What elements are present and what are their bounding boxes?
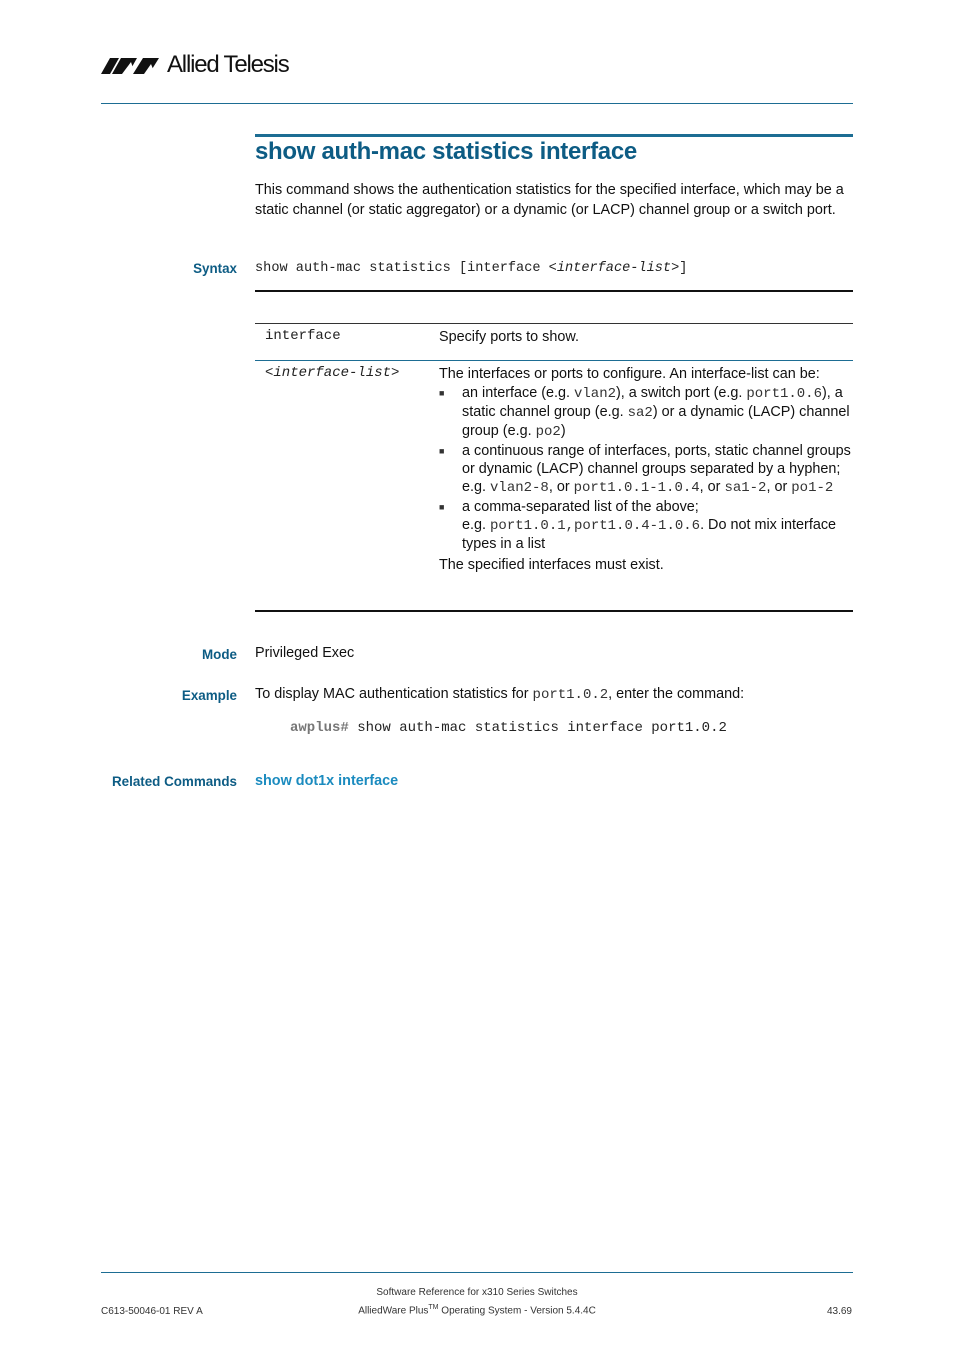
param-tail: The specified interfaces must exist. [439, 557, 664, 573]
param-name: interface [265, 328, 341, 344]
footer-divider [101, 1272, 853, 1273]
header-divider [101, 103, 853, 104]
table-top-rule [255, 290, 853, 292]
title-rule [255, 134, 853, 137]
logo-mark-icon [101, 54, 163, 76]
related-label: Related Commands [111, 774, 237, 789]
table-row [255, 360, 853, 574]
param-description [429, 361, 853, 574]
page-title: show auth-mac statistics interface [255, 138, 637, 165]
list-item: ■ an interface (e.g. vlan2), a switch port (e.g. port1.0.6), a static channel group (e.g. sa2) or a dynamic (LACP) channel group (e.g. po2) [439, 385, 850, 440]
parameter-table [255, 323, 853, 574]
syntax-command: show auth-mac statistics [interface <interface-list>] [255, 261, 688, 276]
syntax-label: Syntax [193, 261, 237, 276]
list-item: ■ a continuous range of interfaces, ports, static channel groups or dynamic (LACP) channel groups separated by a hyphen; e.g. vlan2-8, or port1.0.1-1.0.4, or sa1-2, or po1-2 [439, 443, 851, 496]
company-logo [101, 50, 289, 80]
example-label: Example [181, 688, 237, 703]
intro-paragraph: This command shows the authentication statistics for the specified interface, which may be a static channel (or static aggregator) or a dynamic (or LACP) channel group or a switch port. [255, 182, 844, 218]
page-number: 43.69 [826, 1306, 852, 1317]
mode-label: Mode [202, 647, 237, 662]
list-item: ■ a comma-separated list of the above; e.g. port1.0.1,port1.0.4-1.0.6. Do not mix interface types in a list [439, 499, 837, 552]
logo-text: Allied Telesis [167, 51, 289, 78]
mode-value: Privileged Exec [255, 645, 355, 661]
square-bullet-icon: ■ [439, 388, 445, 398]
param-name: <interface-list> [265, 365, 400, 381]
example-text: To display MAC authentication statistics for port1.0.2, enter the command: [255, 686, 745, 703]
table-bottom-rule [255, 610, 853, 612]
footer-doc-id: C613-50046-01 REV A [101, 1306, 203, 1317]
footer-subtitle: AlliedWare Plus™ Operating System - Version 5.4.4C [358, 1304, 596, 1317]
square-bullet-icon: ■ [439, 502, 445, 512]
param-lead: The interfaces or ports to configure. An interface-list can be: [439, 366, 820, 382]
table-row [255, 323, 853, 360]
cli-prompt: awplus# [290, 720, 349, 736]
footer-title: Software Reference for x310 Series Switches [376, 1287, 578, 1298]
square-bullet-icon: ■ [439, 446, 445, 456]
related-command-link[interactable]: show dot1x interface [255, 773, 399, 789]
example-command: awplus# show auth-mac statistics interface port1.0.2 [290, 720, 727, 736]
param-description: Specify ports to show. [439, 329, 579, 345]
